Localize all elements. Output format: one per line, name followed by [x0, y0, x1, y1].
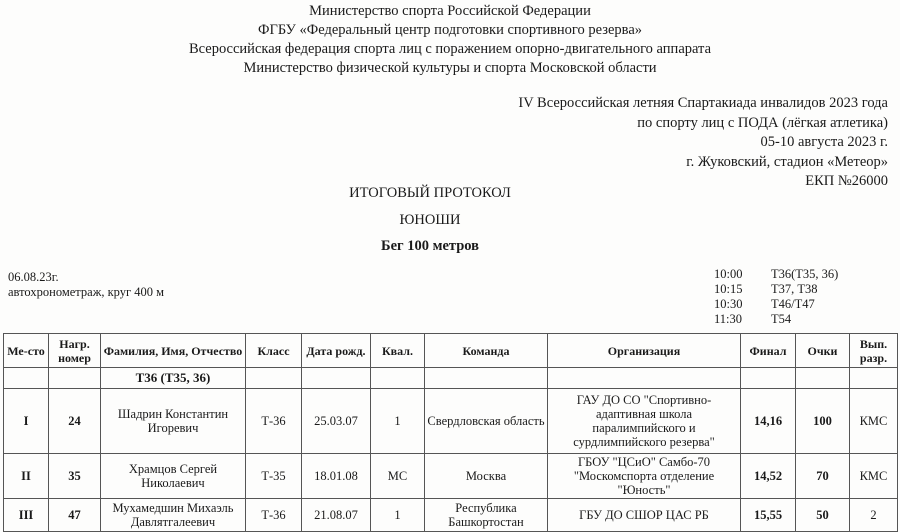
name-cell: Мухамедшин Михаэль Давлятгалеевич: [101, 499, 246, 532]
event-line: IV Всероссийская летняя Спартакиада инвалидов 2023 года: [518, 95, 888, 111]
qual-cell: 1: [371, 389, 425, 454]
dob-cell: 21.08.07: [302, 499, 371, 532]
schedule-row: [714, 312, 838, 327]
qual-cell: 1: [371, 499, 425, 532]
qual-cell: МС: [371, 454, 425, 499]
name-cell: Храмцов Сергей Николаевич: [101, 454, 246, 499]
final-cell: 15,55: [741, 499, 796, 532]
points-cell: 50: [796, 499, 850, 532]
place-cell: III: [4, 499, 49, 532]
schedule-classes: Т36(Т35, 36): [771, 267, 839, 281]
header-line: Министерство спорта Российской Федерации: [309, 3, 591, 19]
org-cell: ГБОУ "ЦСиО" Самбо-70 "Москомспорта отделение "Юность": [548, 454, 741, 499]
protocol-title: ИТОГОВЫЙ ПРОТОКОЛ: [349, 185, 511, 201]
bib-cell: 47: [49, 499, 101, 532]
schedule-row: [714, 297, 838, 312]
final-cell: 14,52: [741, 454, 796, 499]
category-title: ЮНОШИ: [399, 212, 461, 228]
col-final: Финал: [741, 334, 796, 368]
class-cell: Т-36: [246, 389, 302, 454]
place-cell: II: [4, 454, 49, 499]
bib-cell: 24: [49, 389, 101, 454]
name-cell: Шадрин Константин Игоревич: [101, 389, 246, 454]
event-info: [518, 94, 888, 192]
start-schedule: [714, 267, 838, 327]
dob-cell: 18.01.08: [302, 454, 371, 499]
rank-cell: 2: [850, 499, 898, 532]
dob-cell: 25.03.07: [302, 389, 371, 454]
col-place: Ме-сто: [4, 334, 49, 368]
col-org: Организация: [548, 334, 741, 368]
place-cell: I: [4, 389, 49, 454]
table-row: [4, 454, 898, 499]
schedule-classes: Т54: [771, 312, 792, 326]
col-bib: Нагр. номер: [49, 334, 101, 368]
header-line: Министерство физической культуры и спорта Московской области: [243, 60, 657, 76]
team-cell: Свердловская область: [425, 389, 548, 454]
col-name: Фамилия, Имя, Отчество: [101, 334, 246, 368]
header-line: Всероссийская федерация спорта лиц с поражением опорно-двигательного аппарата: [188, 41, 712, 57]
team-cell: Республика Башкортостан: [425, 499, 548, 532]
col-dob: Дата рожд.: [302, 334, 371, 368]
competition-meta: [8, 270, 164, 300]
org-cell: ГБУ ДО СШОР ЦАС РБ: [548, 499, 741, 532]
timing-method: автохронометраж, круг 400 м: [8, 285, 165, 299]
schedule-time: 10:15: [714, 282, 743, 296]
competition-date: 06.08.23г.: [8, 270, 59, 284]
schedule-classes: Т37, Т38: [771, 282, 818, 296]
final-cell: 14,16: [741, 389, 796, 454]
points-cell: 70: [796, 454, 850, 499]
results-table: [3, 333, 898, 532]
event-line: 05-10 августа 2023 г.: [760, 134, 888, 150]
organizers-header: [0, 2, 900, 78]
schedule-time: 10:30: [714, 297, 743, 311]
bib-cell: 35: [49, 454, 101, 499]
col-points: Очки: [796, 334, 850, 368]
class-cell: Т-35: [246, 454, 302, 499]
org-cell: ГАУ ДО СО "Спортивно-адаптивная школа паралимпийского и сурдлимпийского резерва": [548, 389, 741, 454]
schedule-row: [714, 282, 838, 297]
team-cell: Москва: [425, 454, 548, 499]
table-row: [4, 499, 898, 532]
header-line: ФГБУ «Федеральный центр подготовки спортивного резерва»: [257, 22, 643, 38]
schedule-classes: Т46/Т47: [771, 297, 815, 311]
event-line: г. Жуковский, стадион «Метеор»: [686, 153, 888, 170]
class-cell: Т-36: [246, 499, 302, 532]
group-row: [4, 368, 898, 389]
schedule-time: 10:00: [714, 267, 743, 281]
col-rank: Вып. разр.: [850, 334, 898, 368]
table-row: [4, 389, 898, 454]
table-header-row: [4, 334, 898, 368]
rank-cell: КМС: [850, 454, 898, 499]
event-line: по спорту лиц с ПОДА (лёгкая атлетика): [637, 114, 888, 131]
event-line: ЕКП №26000: [805, 173, 888, 189]
discipline-title: Бег 100 метров: [380, 238, 479, 254]
schedule-row: [714, 267, 838, 282]
col-team: Команда: [425, 334, 548, 368]
rank-cell: КМС: [850, 389, 898, 454]
group-label: Т36 (Т35, 36): [101, 368, 246, 389]
schedule-time: 11:30: [714, 312, 743, 326]
points-cell: 100: [796, 389, 850, 454]
col-qual: Квал.: [371, 334, 425, 368]
col-class: Класс: [246, 334, 302, 368]
